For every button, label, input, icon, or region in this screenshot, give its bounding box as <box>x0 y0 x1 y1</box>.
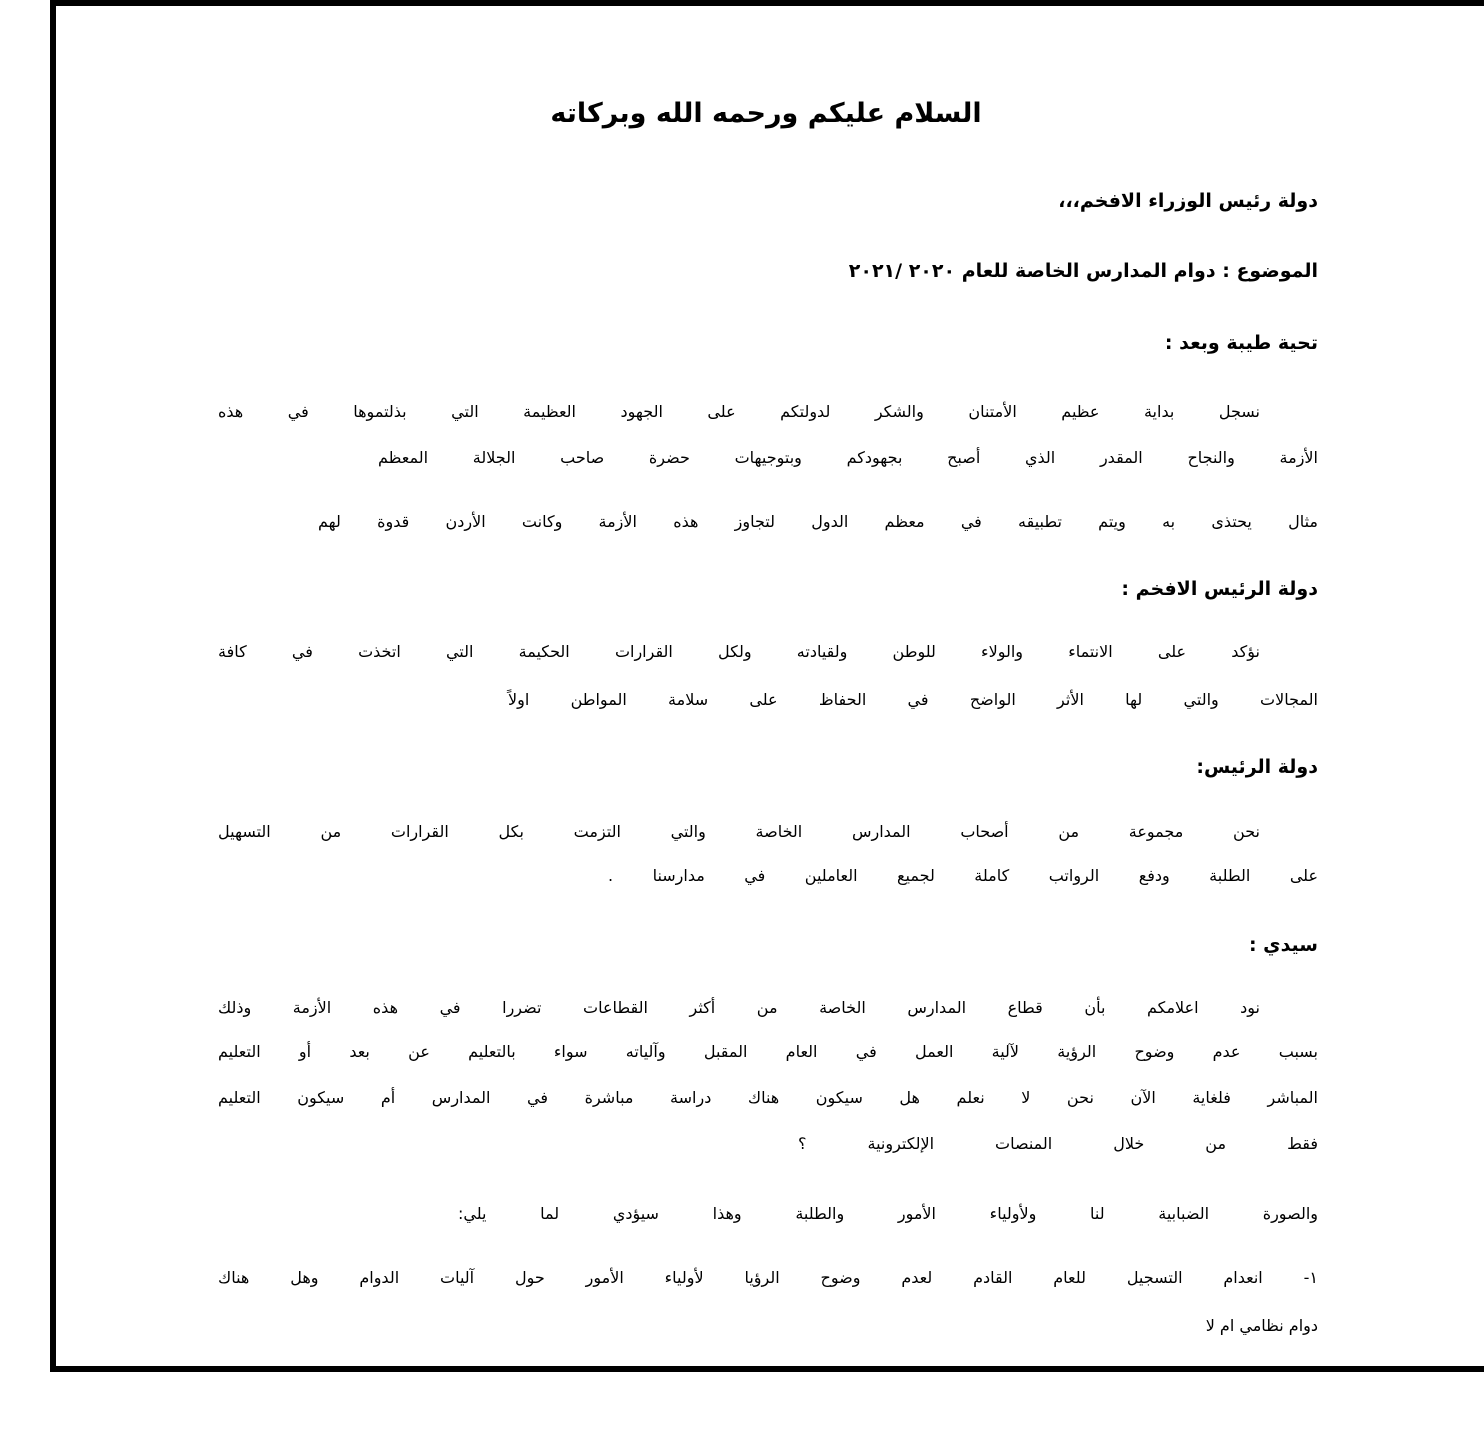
letter-body <box>56 6 1484 1378</box>
heading-prime-minister: دولة الرئيس: <box>1196 756 1318 778</box>
para3-line1: نحن مجموعة من أصحاب المدارس الخاصة والتي التزمت بكل القرارات من التسهيل <box>218 822 1260 841</box>
para4-line4: فقط من خلال المنصات الإلكترونية ؟ <box>798 1134 1318 1153</box>
item1-line2: دوام نظامي ام لا <box>1205 1316 1318 1335</box>
para1-line2: الأزمة والنجاح المقدر الذي أصبح بجهودكم وبتوجيهات حضرة صاحب الجلالة المعظم <box>378 448 1318 467</box>
heading-dear-prime-minister: دولة الرئيس الافخم : <box>1121 578 1318 600</box>
heading-sir: سيدي : <box>1248 934 1318 956</box>
item1-line1: ١- انعدام التسجيل للعام القادم لعدم وضوح الرؤيا لأولياء الأمور حول آليات الدوام وهل هناك <box>218 1268 1318 1287</box>
para2-line1: نؤكد على الانتماء والولاء للوطن ولقيادته ولكل القرارات الحكيمة التي اتخذت في كافة <box>218 642 1260 661</box>
para4-line1: نود اعلامكم بأن قطاع المدارس الخاصة من أكثر القطاعات تضررا في هذه الأزمة وذلك <box>218 998 1260 1017</box>
para3-line2: على الطلبة ودفع الرواتب كاملة لجميع العاملين في مدارسنا . <box>608 866 1318 885</box>
para1-line3: مثال يحتذى به ويتم تطبيقه في معظم الدول لتجاوز هذه الأزمة وكانت الأردن قدوة لهم <box>318 512 1318 531</box>
document-page <box>50 0 1484 1372</box>
letter-addressee: دولة رئيس الوزراء الافخم،،، <box>1058 190 1318 212</box>
para5-line1: والصورة الضبابية لنا ولأولياء الأمور والطلبة وهذا سيؤدي لما يلي: <box>458 1204 1318 1223</box>
para4-line2: بسبب عدم وضوح الرؤية لآلية العمل في العام المقبل وآلياته سواء بالتعليم عن بعد أو التعليم <box>218 1042 1318 1061</box>
letter-salutation: تحية طيبة وبعد : <box>1164 332 1318 354</box>
para4-line3: المباشر فلغاية الآن نحن لا نعلم هل سيكون هناك دراسة مباشرة في المدارس أم سيكون التعليم <box>218 1088 1318 1107</box>
letter-greeting: السلام عليكم ورحمه الله وبركاته <box>550 98 982 129</box>
para1-line1: نسجل بداية عظيم الأمتنان والشكر لدولتكم على الجهود العظيمة التي بذلتموها في هذه <box>218 402 1260 421</box>
para2-line2: المجالات والتي لها الأثر الواضح في الحفاظ على سلامة المواطن اولاً <box>508 690 1318 709</box>
letter-subject: الموضوع : دوام المدارس الخاصة للعام ٢٠٢٠ /٢٠٢١ <box>848 260 1318 282</box>
